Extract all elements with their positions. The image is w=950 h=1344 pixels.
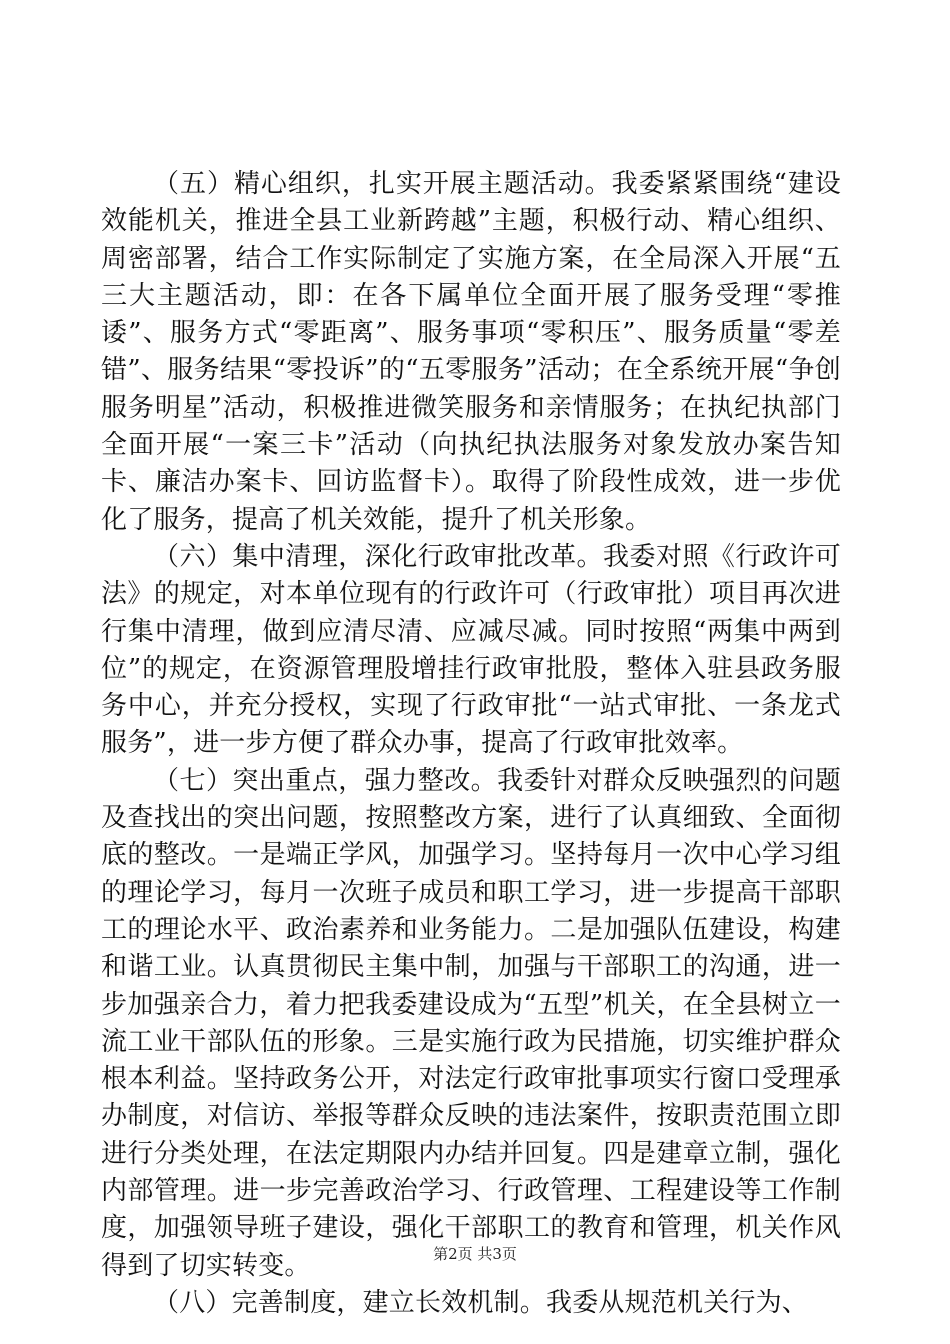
paragraph-6-administrative-approval-reform: （六）集中清理，深化行政审批改革。我委对照《行政许可法》的规定，对本单位现有的行政许可（行政审批）项目再次进行集中清理，做到应清尽清、应减尽减。同时按照“两集中两到位”的规定，在资源管理股增挂行政审批股，整体入驻县政务服务中心，并充分授权，实现了行政审批“一站式审批、一条龙式服务”，进一步方便了群众办事，提高了行政审批效率。 — [101, 541, 841, 759]
page-number-footer: 第2页 共3页 — [433, 1245, 517, 1263]
paragraph-8-long-term-mechanism: （八）完善制度，建立长效机制。我委从规范机关行为、 — [153, 1287, 809, 1318]
paragraph-5-focused-theme-activities: （五）精心组织，扎实开展主题活动。我委紧紧围绕“建设效能机关，推进全县工业新跨越”主题，积极行动、精心组织、周密部署，结合工作实际制定了实施方案，在全局深入开展“五三大主题活动，即：在各下属单位全面开展了服务受理“零推诿”、服务方式“零距离”、服务事项“零积压”、服务质量“零差错”、服务结果“零投诉”的“五零服务”活动；在全系统开展“争创服务明星”活动，积极推进微笑服务和亲情服务；在执纪执部门全面开展“一案三卡”活动（向执纪执法服务对象发放办案告知卡、廉洁办案卡、回访监督卡）。取得了阶段性成效，进一步优化了服务，提高了机关效能，提升了机关形象。 — [101, 169, 841, 535]
paragraph-7-rectification: （七）突出重点，强力整改。我委针对群众反映强烈的问题及查找出的突出问题，按照整改方案，进行了认真细致、全面彻底的整改。一是端正学风，加强学习。坚持每月一次中心学习组的理论学习，每月一次班子成员和职工学习，进一步提高干部职工的理论水平、政治素养和业务能力。二是加强队伍建设，构建和谐工业。认真贯彻民主集中制，加强与干部职工的沟通，进一步加强亲合力，着力把我委建设成为“五型”机关，在全县树立一流工业干部队伍的形象。三是实施行政为民措施，切实维护群众根本利益。坚持政务公开，对法定行政审批事项实行窗口受理承办制度，对信访、举报等群众反映的违法案件，按职责范围立即进行分类处理，在法定期限内办结并回复。四是建章立制，强化内部管理。进一步完善政治学习、行政管理、工程建设等工作制度，加强领导班子建设，强化干部职工的教育和管理，机关作风得到了切实转变。 — [101, 765, 841, 1281]
document-body — [101, 166, 841, 1322]
